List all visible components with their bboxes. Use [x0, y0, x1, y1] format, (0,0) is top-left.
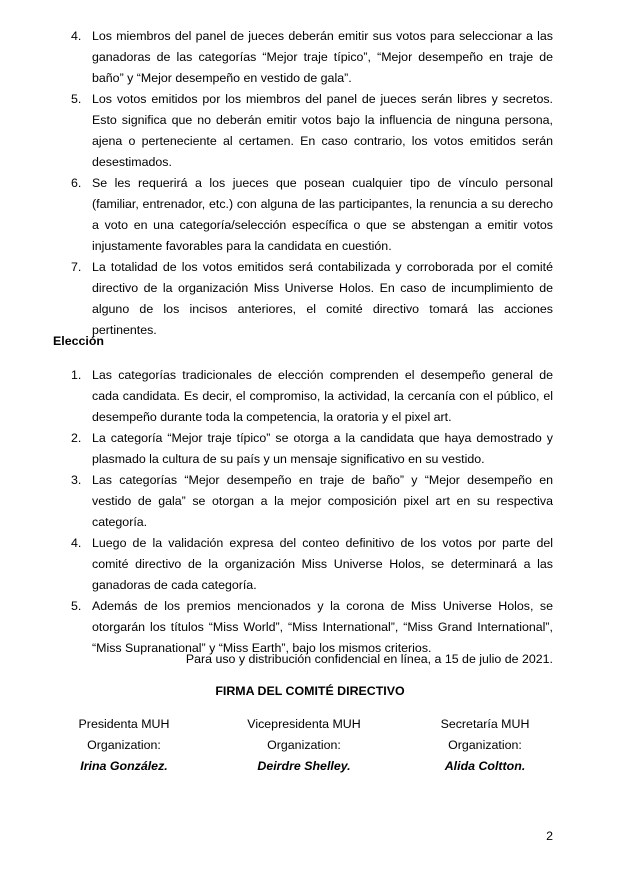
- signature-role: Vicepresidenta MUH: [247, 717, 361, 731]
- list-text: Los miembros del panel de jueces deberán emitir sus votos para seleccionar a las ganadoras de las categorías “Mejor traje típico”, “Mejor desempeño en traje de baño” y “Mejor desempeño en vestido de gala”.: [92, 29, 553, 85]
- signature-role: Presidenta MUH: [78, 717, 170, 731]
- list-number: 6.: [71, 176, 82, 190]
- list-item: [71, 257, 553, 341]
- list-number: 1.: [71, 368, 82, 382]
- signature-name: Irina González.: [80, 759, 168, 773]
- signature-org: Organization:: [87, 738, 161, 752]
- signature-name: Deirdre Shelley.: [257, 759, 351, 773]
- list-number: 4.: [71, 536, 82, 550]
- rules-list-continued: [71, 26, 553, 341]
- list-number: 4.: [71, 29, 82, 43]
- list-number: 5.: [71, 599, 82, 613]
- list-number: 5.: [71, 92, 82, 106]
- signature-org: Organization:: [267, 738, 341, 752]
- page-number: 2: [546, 829, 553, 843]
- list-text: Las categorías “Mejor desempeño en traje de baño” y “Mejor desempeño en vestido de gala” se otorgan a la mejor composición pixel art en su respectiva categoría.: [92, 473, 553, 529]
- list-item: [71, 428, 553, 470]
- election-list: [71, 365, 553, 659]
- list-item: [71, 533, 553, 596]
- list-item: [71, 365, 553, 428]
- list-text: Se les requerirá a los jueces que posean cualquier tipo de vínculo personal (familiar, entrenador, etc.) con alguna de las participantes, la renuncia a su derecho a voto en una categoría/selección específica o que se abstengan a emitir votos injustamente favorables para la candidata en cuestión.: [92, 176, 553, 253]
- signature-org: Organization:: [448, 738, 522, 752]
- signature-block-presidenta: [34, 714, 214, 777]
- list-text: Además de los premios mencionados y la corona de Miss Universe Holos, se otorgarán los títulos “Miss World”, “Miss International”, “Miss Grand International”, “Miss Supranational” y “Miss Earth”, bajo los mismos criterios.: [92, 599, 553, 655]
- list-text: La totalidad de los votos emitidos será contabilizada y corroborada por el comité directivo de la organización Miss Universe Holos. En caso de incumplimiento de alguno de los incisos anteriores, el comité directivo tomará las acciones pertinentes.: [92, 260, 553, 337]
- list-item: [71, 89, 553, 173]
- list-item: [71, 470, 553, 533]
- list-number: 7.: [71, 260, 82, 274]
- list-text: Las categorías tradicionales de elección comprenden el desempeño general de cada candidata. Es decir, el compromiso, la actividad, la cercanía con el público, el desempeño durante toda la competencia, la oratoria y el pixel art.: [92, 368, 553, 424]
- list-number: 2.: [71, 431, 82, 445]
- list-text: Luego de la validación expresa del conteo definitivo de los votos por parte del comité directivo de la organización Miss Universe Holos, se determinará a las ganadoras de cada categoría.: [92, 536, 553, 592]
- list-text: La categoría “Mejor traje típico” se otorga a la candidata que haya demostrado y plasmado la cultura de su país y un mensaje significativo en su vestido.: [92, 431, 553, 466]
- list-text: Los votos emitidos por los miembros del panel de jueces serán libres y secretos. Esto significa que no deberán emitir votos bajo la influencia de ninguna persona, ajena o perteneciente al certamen. En caso contrario, los votos emitidos serán desestimados.: [92, 92, 553, 169]
- list-item: [71, 26, 553, 89]
- signature-block-vicepresidenta: [214, 714, 394, 777]
- section-heading-eleccion: Elección: [53, 334, 104, 348]
- list-number: 3.: [71, 473, 82, 487]
- signature-block-secretaria: [395, 714, 575, 777]
- closing-statement: Para uso y distribución confidencial en línea, a 15 de julio de 2021.: [185, 652, 553, 666]
- signature-role: Secretaría MUH: [440, 717, 530, 731]
- signature-name: Alida Coltton.: [444, 759, 526, 773]
- list-item: [71, 173, 553, 257]
- signature-title: FIRMA DEL COMITÉ DIRECTIVO: [215, 684, 405, 698]
